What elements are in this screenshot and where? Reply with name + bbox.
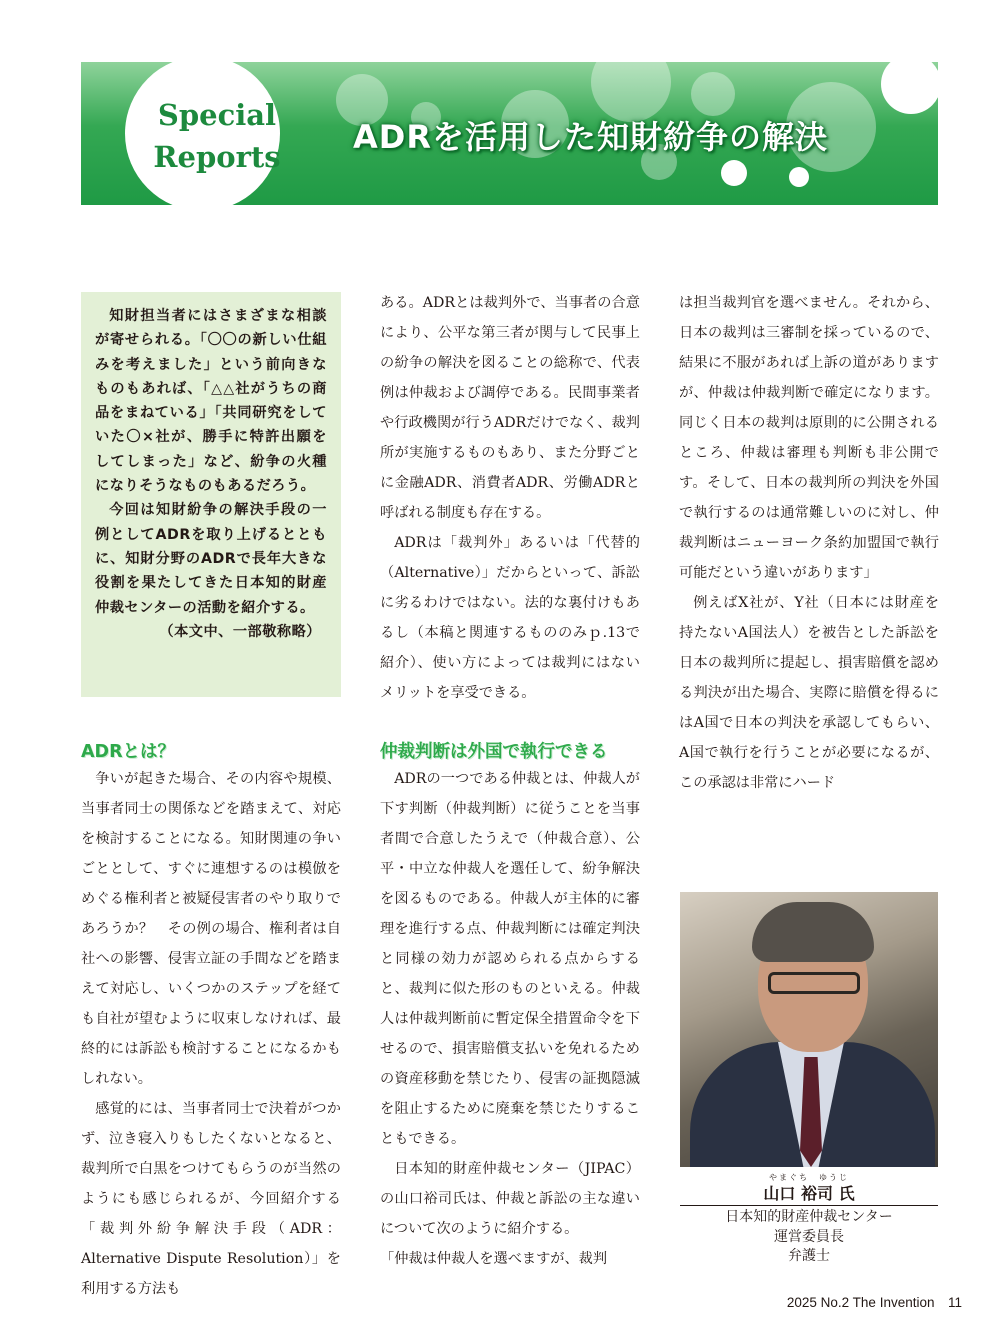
body-paragraph: は担当裁判官を選べません。それから、日本の裁判は三審制を採っているので、結果に不服があれば上訴の道がありますが、仲裁は仲裁判断で確定になります。同じく日本の裁判は原則的に公開されるところ、仲裁は審理も判断も非公開です。そして、日本の裁判所の判決を外国で執行するのは通常難しいのに対し、仲裁判断はニューヨーク条約加盟国で執行可能だという違いがあります」 xyxy=(679,295,939,581)
person-caption xyxy=(680,1208,938,1267)
name-divider xyxy=(680,1205,938,1206)
column-2-body xyxy=(380,288,640,708)
lead-note: （本文中、一部敬称略） xyxy=(159,623,321,640)
special-reports-banner xyxy=(81,62,938,205)
body-paragraph: 争いが起きた場合、その内容や規模、当事者同士の関係などを踏まえて、対応を検討することになる。知財関連の争いごととして、すぐに連想するのは模倣をめぐる権利者と被疑侵害者のやり取りであろうか？ その例の場合、権利者は自社への影響、侵害立証の手間などを踏まえて対応し、いくつかのステップを経ても自社が望むように収束しなければ、最終的には訴訟も検討することになるかもしれない。 xyxy=(81,771,341,1087)
name-ruby: やまぐち ゆうじ xyxy=(769,1173,849,1182)
column-2-lower-body xyxy=(380,764,640,1274)
article-title: ADRを活用した知財紛争の解決 xyxy=(353,118,828,156)
label-line-1: Special xyxy=(157,98,277,132)
page-footer: 2025 No.2 The Invention 11 xyxy=(786,1295,962,1310)
special-reports-label xyxy=(125,94,309,178)
column-3-body xyxy=(679,288,939,798)
body-paragraph: 感覚的には、当事者同士で決着がつかず、泣き寝入りもしたくないとなると、裁判所で白黒をつけてもらうのが当然のようにも感じられるが、今回紹介する「裁判外紛争解決手段（ADR：Alternative Dispute Resolution）」を利用する方法も xyxy=(81,1101,341,1297)
position: 運営委員長 xyxy=(774,1228,844,1245)
lead-box xyxy=(81,292,341,697)
label-line-2: Reports xyxy=(153,140,281,174)
section-heading-arbitration: 仲裁判断は外国で執行できる xyxy=(380,742,608,762)
body-paragraph: 日本知的財産仲裁センター（JIPAC）の山口裕司氏は、仲裁と訴訟の主な違いについて次のように紹介する。 xyxy=(380,1161,640,1237)
body-paragraph: 「仲裁は仲裁人を選べますが、裁判 xyxy=(380,1251,608,1267)
body-paragraph: ADRの一つである仲裁とは、仲裁人が下す判断（仲裁判断）に従うことを当事者間で合意したうえで（仲裁合意）、公平・中立な仲裁人を選任して、紛争解決を図るものである。仲裁人が主体的に審理を進行する点、仲裁判断には確定判決と同様の効力が認められる点からすると、裁判に似た形のものといえる。仲裁人は仲裁判断前に暫定保全措置命令を下せるので、損害賠償支払いを免れるための資産移動を禁じたり、侵害の証拠隠滅を阻止するために廃棄を禁じたりすることもできる。 xyxy=(380,771,640,1147)
lead-paragraph: 今回は知財紛争の解決手段の一例としてADRを取り上げるとともに、知財分野のADRで長年大きな役割を果たしてきた日本知的財産仲裁センターの活動を紹介する。 xyxy=(95,502,327,616)
person-name: 山口 裕司 氏 xyxy=(763,1184,855,1203)
body-paragraph: ADRは「裁判外」あるいは「代替的（Alternative）」だからといって、訴訟に劣るわけではない。法的な裏付けもあるし（本稿と関連するもののみｐ.13で紹介）、使い方によっては裁判にはないメリットを享受できる。 xyxy=(380,535,640,701)
affiliation: 日本知的財産仲裁センター xyxy=(725,1209,893,1225)
body-paragraph: ある。ADRとは裁判外で、当事者の合意により、公平な第三者が関与して民事上の紛争の解決を図ることの総称で、代表例は仲裁および調停である。民間事業者や行政機関が行うADRだけでなく、裁判所が実施するものもあり、また分野ごとに金融ADR、消費者ADR、労働ADRと呼ばれる制度も存在する。 xyxy=(380,295,640,521)
portrait-photo xyxy=(680,892,938,1167)
column-1-body xyxy=(81,764,341,1304)
body-paragraph: 例えばX社が、Y社（日本には財産を持たないA国法人）を被告とした訴訟を日本の裁判所に提起し、損害賠償を認める判決が出た場合、実際に賠償を得るにはA国で日本の判決を承認してもらい、A国で執行を行うことが必要になるが、この承認は非常にハード xyxy=(679,595,939,791)
section-heading-adr: ADRとは？ xyxy=(81,742,176,762)
lead-paragraph: 知財担当者にはさまざまな相談が寄せられる。「〇〇の新しい仕組みを考えました」という前向きなものもあれば、「△△社がうちの商品をまねている」「共同研究をしていた〇×社が、勝手に特許出願をしてしまった」など、紛争の火種になりそうなものもあるだろう。 xyxy=(95,308,327,495)
professional-title: 弁護士 xyxy=(788,1248,830,1264)
